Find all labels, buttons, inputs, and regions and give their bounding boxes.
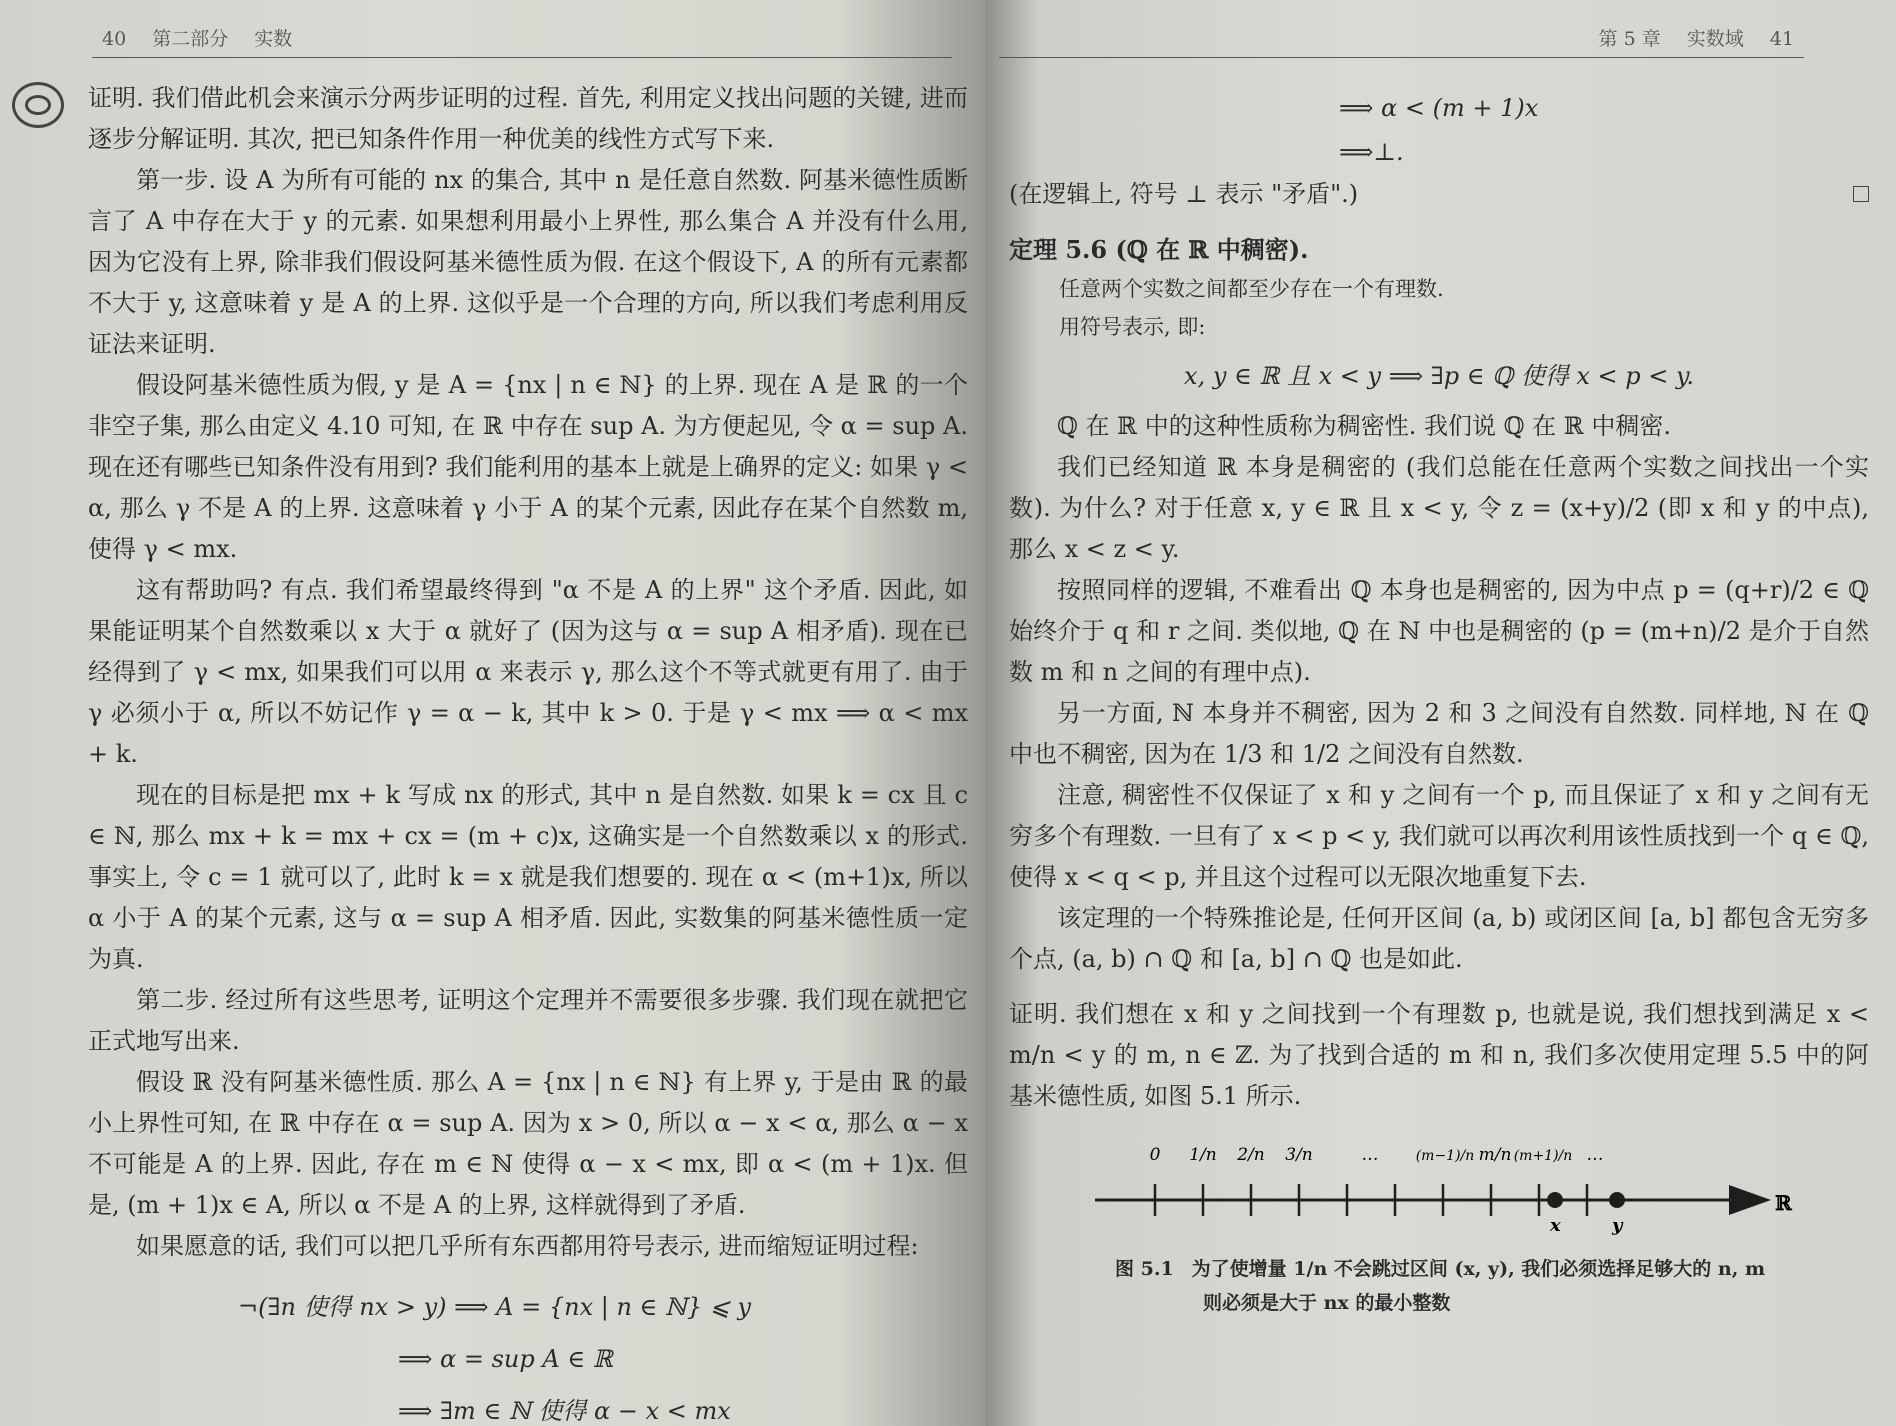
right-page-header: [999, 24, 1804, 58]
point-x-label: x: [1550, 1215, 1561, 1236]
axis-tick-labels: [1150, 1145, 1604, 1165]
tick-label: 0: [1149, 1145, 1161, 1165]
figure-number-line: [1095, 1118, 1795, 1238]
header-part: 第二部分: [152, 28, 229, 50]
tick-label: 2/n: [1237, 1145, 1265, 1165]
assumption-paragraph: 假设阿基米德性质为假, y 是 A = {nx | n ∈ ℕ} 的上界. 现在 A 是 ℝ 的一个非空子集, 那么由定义 4.10 可知, 在 ℝ 中存在 sup A. 为方便起见, 令 α = sup A. 现在还有哪些已知条件没有用到? 我们能利用的基本上就是上确界的定义: 如果 γ < α, 那么 γ 不是 A 的上界. 这意味着 γ 小于 A 的某个元素, 因此存在某个自然数 m, 使得 γ < mx.: [88, 371, 968, 563]
step-two-paragraph: 第二步. 经过所有这些思考, 证明这个定理并不需要很多步骤. 我们现在就把它正式地写出来.: [88, 986, 968, 1055]
symbolic-intro-paragraph: 如果愿意的话, 我们可以把几乎所有东西都用符号表示, 进而缩短证明过程:: [136, 1232, 919, 1260]
axis-label: ℝ: [1775, 1191, 1792, 1215]
reals-dense-paragraph: 我们已经知道 ℝ 本身是稠密的 (我们总能在任意两个实数之间找出一个实数). 为什么? 对于任意 x, y ∈ ℝ 且 x < y, 令 z = (x+y)/2 (即 x 和 y 的中点), 那么 x < z < y.: [1009, 453, 1869, 563]
contradiction-note: [1009, 174, 1869, 215]
tick-label: …: [1586, 1145, 1604, 1165]
theorem-title: 定理 5.6 (ℚ 在 ℝ 中稠密).: [1009, 235, 1309, 264]
symbolic-proof: [88, 1281, 968, 1426]
tick-label: 3/n: [1285, 1145, 1313, 1165]
caption-line-1: 为了使增量 1/n 不会跳过区间 (x, y), 我们必须选择足够大的 n, m: [1191, 1258, 1766, 1280]
math-line-1: ¬(∃n 使得 nx > y) ⟹ A = {nx | n ∈ ℕ} ⩽ y: [238, 1293, 752, 1321]
theorem-formula: x, y ∈ ℝ 且 x < y ⟹ ∃p ∈ ℚ 使得 x < p < y.: [1184, 362, 1694, 390]
right-page: [985, 0, 1896, 1426]
math-line-2: ⟹ α = sup A ∈ ℝ: [398, 1345, 613, 1373]
point-y-label: y: [1612, 1215, 1623, 1236]
density-definition: ℚ 在 ℝ 中的这种性质称为稠密性. 我们说 ℚ 在 ℝ 中稠密.: [1057, 412, 1671, 440]
help-paragraph: 这有帮助吗? 有点. 我们希望最终得到 "α 不是 A 的上界" 这个矛盾. 因此, 如果能证明某个自然数乘以 x 大于 α 就好了 (因为这与 α = sup A 相矛盾). 现在已经得到了 γ < mx, 如果我们可以用 α 来表示 γ, 那么这个不等式就更有用了. 由于 γ 必须小于 α, 所以不妨记作 γ = α − k, 其中 k > 0. 于是 γ < mx ⟹ α < mx + k.: [88, 576, 968, 768]
header-title: 实数: [254, 28, 293, 50]
tick-label: (m−1)/n: [1415, 1148, 1475, 1164]
right-body: [1009, 86, 1869, 1117]
naturals-not-dense-paragraph: 另一方面, ℕ 本身并不稠密, 因为 2 和 3 之间没有自然数. 同样地, ℕ 在 ℚ 中也不稠密, 因为在 1/3 和 1/2 之间没有自然数.: [1009, 699, 1869, 768]
page-number: 40: [102, 28, 127, 50]
binder-ring-icon: [12, 82, 64, 128]
tick-label: (m+1)/n: [1513, 1148, 1573, 1164]
chapter-title: 实数域: [1686, 28, 1744, 50]
rationals-dense-paragraph: 按照同样的逻辑, 不难看出 ℚ 本身也是稠密的, 因为中点 p = (q+r)/2 ∈ ℚ 始终介于 q 和 r 之间. 类似地, ℚ 在 ℕ 中也是稠密的 (p = (m+n)/2 是介于自然数 m 和 n 之间的有理中点).: [1009, 576, 1869, 686]
figure-label: 图 5.1: [1115, 1258, 1174, 1280]
math-line-5: ⟹⊥.: [1339, 138, 1404, 166]
left-page-header: [92, 24, 952, 58]
proof-intro-paragraph: 证明. 我们借此机会来演示分两步证明的过程. 首先, 利用定义找出问题的关键, 进而逐步分解证明. 其次, 把已知条件作用一种优美的线性方式写下来.: [88, 84, 968, 153]
infinitely-many-paragraph: 注意, 稠密性不仅保证了 x 和 y 之间有一个 p, 而且保证了 x 和 y 之间有无穷多个有理数. 一旦有了 x < p < y, 我们就可以再次利用该性质找到一个 q ∈ ℚ, 使得 x < q < p, 并且这个过程可以无限次地重复下去.: [1009, 781, 1869, 891]
formal-proof-paragraph: 假设 ℝ 没有阿基米德性质. 那么 A = {nx | n ∈ ℕ} 有上界 y, 于是由 ℝ 的最小上界性可知, 在 ℝ 中存在 α = sup A. 因为 x > 0, 所以 α − x < α, 那么 α − x 不可能是 A 的上界. 因此, 存在 m ∈ ℕ 使得 α − x < mx, 即 α < (m + 1)x. 但是, (m + 1)x ∈ A, 所以 α 不是 A 的上界, 这样就得到了矛盾.: [88, 1068, 968, 1219]
left-body: [88, 78, 968, 1426]
chapter-number: 第 5 章: [1598, 28, 1661, 50]
page-number: 41: [1769, 28, 1794, 50]
tick-label: 1/n: [1189, 1145, 1217, 1165]
tick-label: m/n: [1478, 1145, 1512, 1165]
corollary-paragraph: 该定理的一个特殊推论是, 任何开区间 (a, b) 或闭区间 [a, b] 都包含无穷多个点, (a, b) ∩ ℚ 和 [a, b] ∩ ℚ 也是如此.: [1009, 904, 1869, 973]
step-one-paragraph: 第一步. 设 A 为所有可能的 nx 的集合, 其中 n 是任意自然数. 阿基米德性质断言了 A 中存在大于 y 的元素. 如果想利用最小上界性, 那么集合 A 并没有什么用, 因为它没有上界, 除非我们假设阿基米德性质为假. 在这个假设下, A 的所有元素都不大于 y, 这意味着 y 是 A 的上界. 这似乎是一个合理的方向, 所以我们考虑利用反证法来证明.: [88, 166, 968, 358]
tick-label: …: [1361, 1145, 1379, 1165]
density-proof-paragraph: 证明. 我们想在 x 和 y 之间找到一个有理数 p, 也就是说, 我们想找到满足 x < m/n < y 的 m, n ∈ ℤ. 为了找到合适的 m 和 n, 我们多次使用定理 5.5 中的阿基米德性质, 如图 5.1 所示.: [1009, 1000, 1869, 1110]
qed-icon: [1853, 186, 1869, 202]
goal-paragraph: 现在的目标是把 mx + k 写成 nx 的形式, 其中 n 是自然数. 如果 k = cx 且 c ∈ ℕ, 那么 mx + k = mx + cx = (m + c)x, 这确实是一个自然数乘以 x 的形式. 事实上, 令 c = 1 就可以了, 此时 k = x 就是我们想要的. 现在 α < (m+1)x, 所以 α 小于 A 的某个元素, 这与 α = sup A 相矛盾. 因此, 实数集的阿基米德性质一定为真.: [88, 781, 968, 973]
figure-caption: [1115, 1252, 1815, 1320]
note-text: (在逻辑上, 符号 ⊥ 表示 "矛盾".): [1009, 180, 1359, 208]
math-line-4: ⟹ α < (m + 1)x: [1339, 94, 1539, 122]
caption-line-2: 则必须是大于 nx 的最小整数: [1203, 1292, 1451, 1314]
point-x: [1547, 1192, 1563, 1208]
proof-continuation: [1009, 86, 1869, 174]
theorem-line-1: 任意两个实数之间都至少存在一个有理数.: [1059, 277, 1444, 301]
math-line-3: ⟹ ∃m ∈ ℕ 使得 α − x < mx: [398, 1397, 731, 1425]
theorem-line-2: 用符号表示, 即:: [1059, 315, 1206, 339]
point-y: [1609, 1192, 1625, 1208]
